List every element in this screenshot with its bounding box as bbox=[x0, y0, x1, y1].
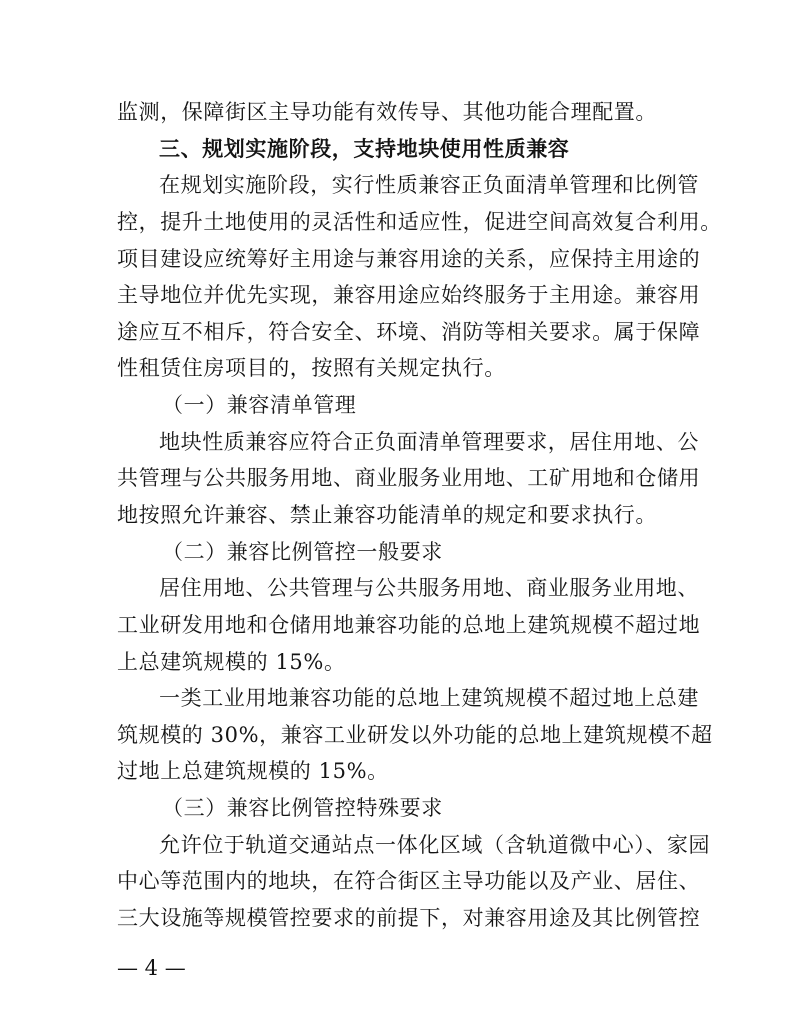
paragraph-line: 地块性质兼容应符合正负面清单管理要求，居住用地、公 bbox=[159, 430, 699, 454]
paragraph-line: 性租赁住房项目的，按照有关规定执行。 bbox=[117, 356, 506, 380]
paragraph-continuation-line: 监测，保障街区主导功能有效传导、其他功能合理配置。 bbox=[117, 100, 657, 124]
paragraph-line: 一类工业用地兼容功能的总地上建筑规模不超过地上总建 bbox=[159, 686, 699, 710]
subsection-heading-3: （三）兼容比例管控特殊要求 bbox=[162, 796, 443, 820]
subsection-heading-1: （一）兼容清单管理 bbox=[162, 393, 357, 417]
paragraph-line: 过地上总建筑规模的 15%。 bbox=[117, 759, 389, 783]
paragraph-line: 地按照允许兼容、禁止兼容功能清单的规定和要求执行。 bbox=[117, 503, 657, 527]
paragraph-line: 居住用地、公共管理与公共服务用地、商业服务业用地、 bbox=[159, 576, 699, 600]
paragraph-line: 上总建筑规模的 15%。 bbox=[117, 650, 346, 674]
section-heading-3: 三、规划实施阶段，支持地块使用性质兼容 bbox=[159, 137, 570, 161]
paragraph-line: 途应互不相斥，符合安全、环境、消防等相关要求。属于保障 bbox=[117, 320, 701, 344]
paragraph-line: 中心等范围内的地块，在符合街区主导功能以及产业、居住、 bbox=[117, 869, 701, 893]
paragraph-line: 允许位于轨道交通站点一体化区域（含轨道微中心）、家园 bbox=[159, 833, 711, 857]
paragraph-line: 控，提升土地使用的灵活性和适应性，促进空间高效复合利用。 bbox=[117, 210, 722, 234]
paragraph-line: 筑规模的 30%，兼容工业研发以外功能的总地上建筑规模不超 bbox=[117, 723, 713, 747]
subsection-heading-2: （二）兼容比例管控一般要求 bbox=[162, 540, 443, 564]
paragraph-line: 主导地位并优先实现，兼容用途应始终服务于主用途。兼容用 bbox=[117, 283, 701, 307]
paragraph-line: 在规划实施阶段，实行性质兼容正负面清单管理和比例管 bbox=[159, 173, 699, 197]
paragraph-line: 项目建设应统筹好主用途与兼容用途的关系，应保持主用途的 bbox=[117, 247, 701, 271]
page-number: — 4 — bbox=[117, 956, 186, 980]
paragraph-line: 工业研发用地和仓储用地兼容功能的总地上建筑规模不超过地 bbox=[117, 613, 701, 637]
paragraph-line: 三大设施等规模管控要求的前提下，对兼容用途及其比例管控 bbox=[117, 906, 701, 930]
paragraph-line: 共管理与公共服务用地、商业服务业用地、工矿用地和仓储用 bbox=[117, 466, 701, 490]
